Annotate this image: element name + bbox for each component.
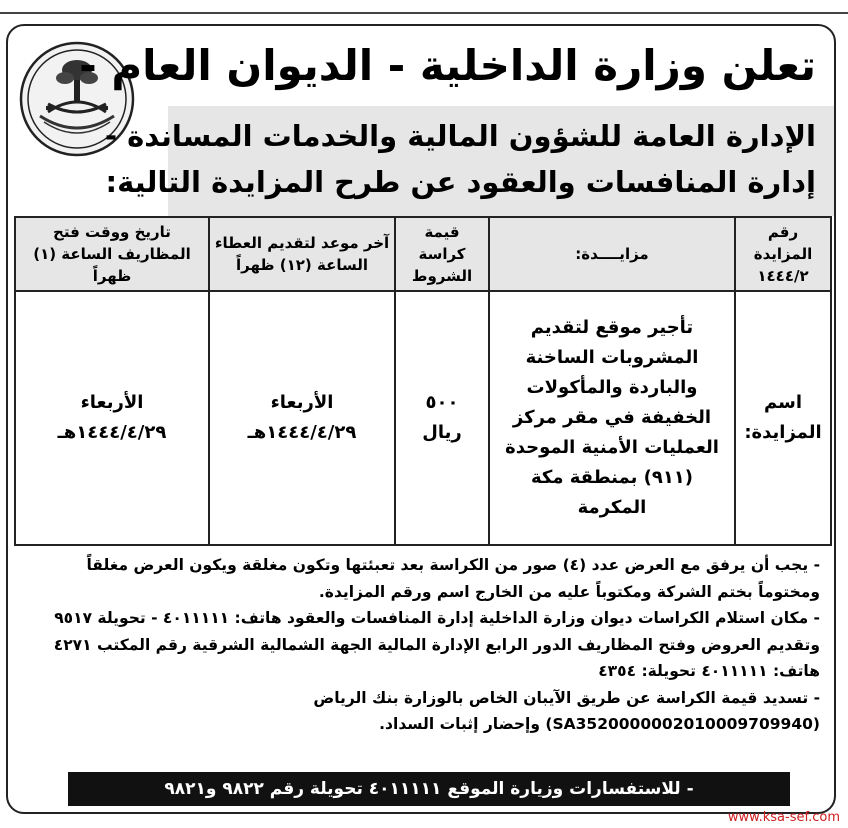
iban-number: SA3520000002010009709940 [552, 715, 813, 733]
department-title: الإدارة العامة للشؤون المالية والخدمات المساندة - [104, 119, 816, 153]
price-amount: ٥٠٠ [425, 392, 459, 413]
watermark: www.ksa-sef.com [727, 810, 840, 825]
top-rule [0, 12, 848, 14]
header-envelope-opening: تاريخ ووقت فتح المظاريف الساعة (١) ظهراً [15, 217, 209, 291]
header-submission-deadline: آخر موعد لتقديم العطاء الساعة (١٢) ظهراً [209, 217, 395, 291]
inquiries-bar: - للاستفسارات وزيارة الموقع ٤٠١١١١١ تحويلة رقم ٩٨٢٢ و٩٨٢١ [68, 772, 790, 806]
note-attachments: - يجب أن يرفق مع العرض عدد (٤) صور من الكراسة بعد تعبئتها وتكون مغلقة ويكون العرض مغلقاً ومختوماً بختم الشركة ومكتوباً عليه من الخارج اسم ورقم المزايدة. [86, 556, 820, 601]
opening-day: الأربعاء [80, 392, 144, 413]
deadline-cell [209, 291, 395, 545]
auction-table [14, 216, 832, 546]
table-header-row [15, 217, 831, 291]
header-auction-number: رقم المزايدة ١٤٤٤/٢ [735, 217, 831, 291]
opening-cell [15, 291, 209, 545]
ministry-title: تعلن وزارة الداخلية - الديوان العام - [79, 41, 816, 90]
auction-description: تأجير موقع لتقديم المشروبات الساخنة والباردة والمأكولات الخفيفة في مقر مركز العمليات الأمنية الموحدة (٩١١) بمنطقة مكة المكرمة [489, 291, 735, 545]
deadline-date: ١٤٤٤/٤/٢٩هـ [247, 422, 357, 443]
header-auction: مزايــــدة: [489, 217, 735, 291]
deadline-day: الأربعاء [270, 392, 334, 413]
booklet-price-cell [395, 291, 489, 545]
notes-block [22, 552, 820, 738]
auction-announcement-title: إدارة المنافسات والعقود عن طرح المزايدة التالية: [105, 165, 816, 199]
table-row [15, 291, 831, 545]
note-payment-proof: وإحضار إثبات السداد. [379, 715, 540, 733]
note-booklet-location: - مكان استلام الكراسات ديوان وزارة الداخلية إدارة المنافسات والعقود هاتف: ٤٠١١١١١ - تحويلة ٩٥١٧ وتقديم العروض وفتح المظاريف الدور الرابع الإدارة المالية الجهة الشمالية الشرقية رقم المكتب ٤٢٧١ هاتف: ٤٠١١١١١ تحويلة: ٤٣٥٤ [53, 609, 820, 680]
announcement-frame [6, 24, 836, 814]
note-payment-text: - تسديد قيمة الكراسة عن طريق الآيبان الخاص بالوزارة بنك الرياض [313, 688, 820, 707]
price-currency: ريال [422, 422, 462, 443]
header-booklet-price: قيمة كراسة الشروط [395, 217, 489, 291]
note-payment: - تسديد قيمة الكراسة عن طريق الآيبان الخاص بالوزارة بنك الرياض (SA3520000002010009709940) وإحضار إثبات السداد. [313, 688, 820, 733]
auction-name-label: اسم المزايدة: [735, 291, 831, 545]
opening-date: ١٤٤٤/٤/٢٩هـ [57, 422, 167, 443]
